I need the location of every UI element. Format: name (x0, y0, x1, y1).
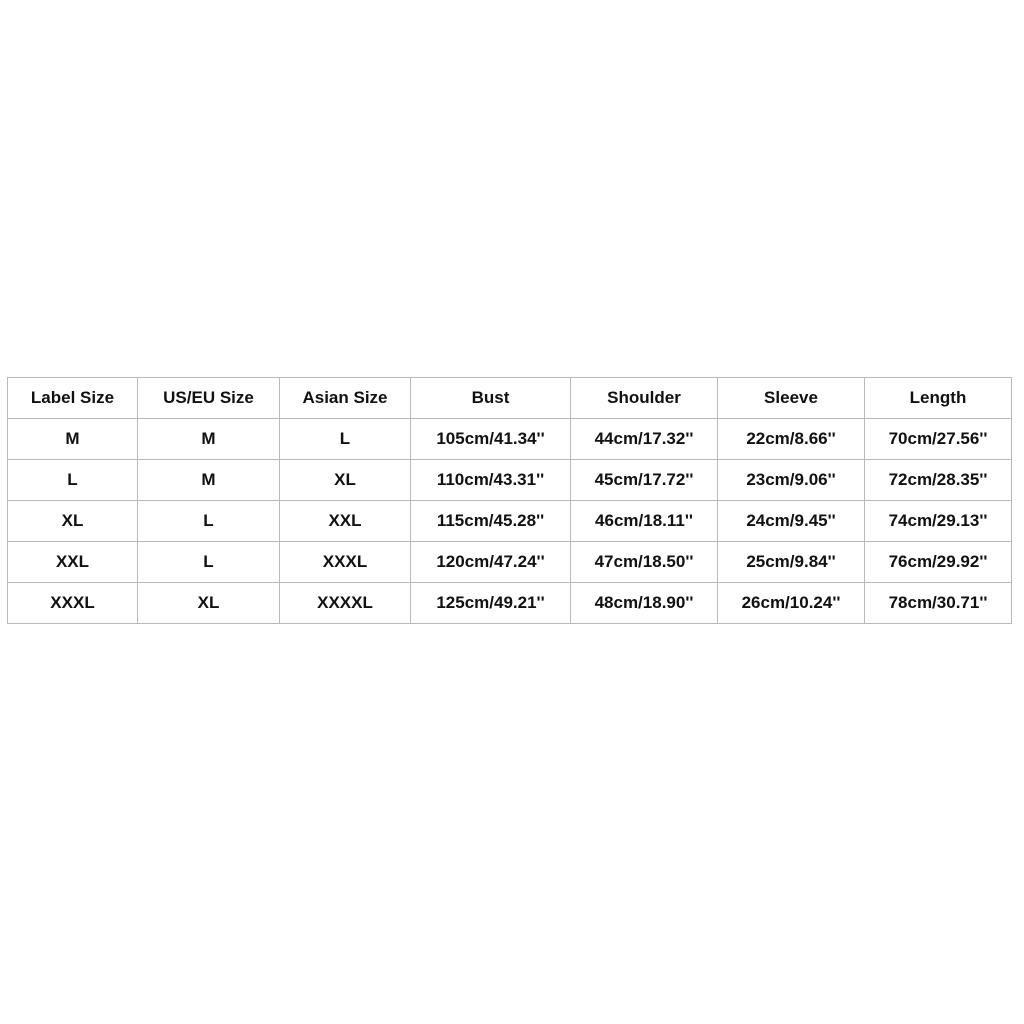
header-asian-size: Asian Size (280, 378, 411, 419)
table-cell: 125cm/49.21'' (411, 583, 571, 624)
table-cell: 70cm/27.56'' (865, 419, 1012, 460)
table-cell: 48cm/18.90'' (571, 583, 718, 624)
table-cell: L (138, 542, 280, 583)
table-cell: M (8, 419, 138, 460)
table-row (8, 542, 1012, 583)
table-cell: 74cm/29.13'' (865, 501, 1012, 542)
table-cell: 25cm/9.84'' (718, 542, 865, 583)
table-cell: 105cm/41.34'' (411, 419, 571, 460)
table-cell: 45cm/17.72'' (571, 460, 718, 501)
table-cell: XL (280, 460, 411, 501)
header-shoulder: Shoulder (571, 378, 718, 419)
table-cell: L (280, 419, 411, 460)
table-cell: XXXL (8, 583, 138, 624)
table-cell: M (138, 460, 280, 501)
table-cell: 46cm/18.11'' (571, 501, 718, 542)
table-cell: L (8, 460, 138, 501)
table-cell: XL (8, 501, 138, 542)
header-us-eu-size: US/EU Size (138, 378, 280, 419)
table-cell: 115cm/45.28'' (411, 501, 571, 542)
table-cell: 24cm/9.45'' (718, 501, 865, 542)
table-row (8, 501, 1012, 542)
table-cell: XL (138, 583, 280, 624)
table-cell: 72cm/28.35'' (865, 460, 1012, 501)
table-cell: XXL (8, 542, 138, 583)
table-header-row (8, 378, 1012, 419)
header-bust: Bust (411, 378, 571, 419)
table-cell: L (138, 501, 280, 542)
table-row (8, 583, 1012, 624)
table-cell: 78cm/30.71'' (865, 583, 1012, 624)
table-cell: 23cm/9.06'' (718, 460, 865, 501)
table-cell: 120cm/47.24'' (411, 542, 571, 583)
header-sleeve: Sleeve (718, 378, 865, 419)
table-cell: 47cm/18.50'' (571, 542, 718, 583)
table-cell: 26cm/10.24'' (718, 583, 865, 624)
header-label-size: Label Size (8, 378, 138, 419)
table-cell: M (138, 419, 280, 460)
table-cell: XXXL (280, 542, 411, 583)
table-cell: 110cm/43.31'' (411, 460, 571, 501)
table-cell: XXL (280, 501, 411, 542)
table-row (8, 419, 1012, 460)
table-cell: 44cm/17.32'' (571, 419, 718, 460)
header-length: Length (865, 378, 1012, 419)
table-row (8, 460, 1012, 501)
table-cell: 22cm/8.66'' (718, 419, 865, 460)
table-cell: 76cm/29.92'' (865, 542, 1012, 583)
size-chart-table (7, 377, 1012, 624)
table-cell: XXXXL (280, 583, 411, 624)
